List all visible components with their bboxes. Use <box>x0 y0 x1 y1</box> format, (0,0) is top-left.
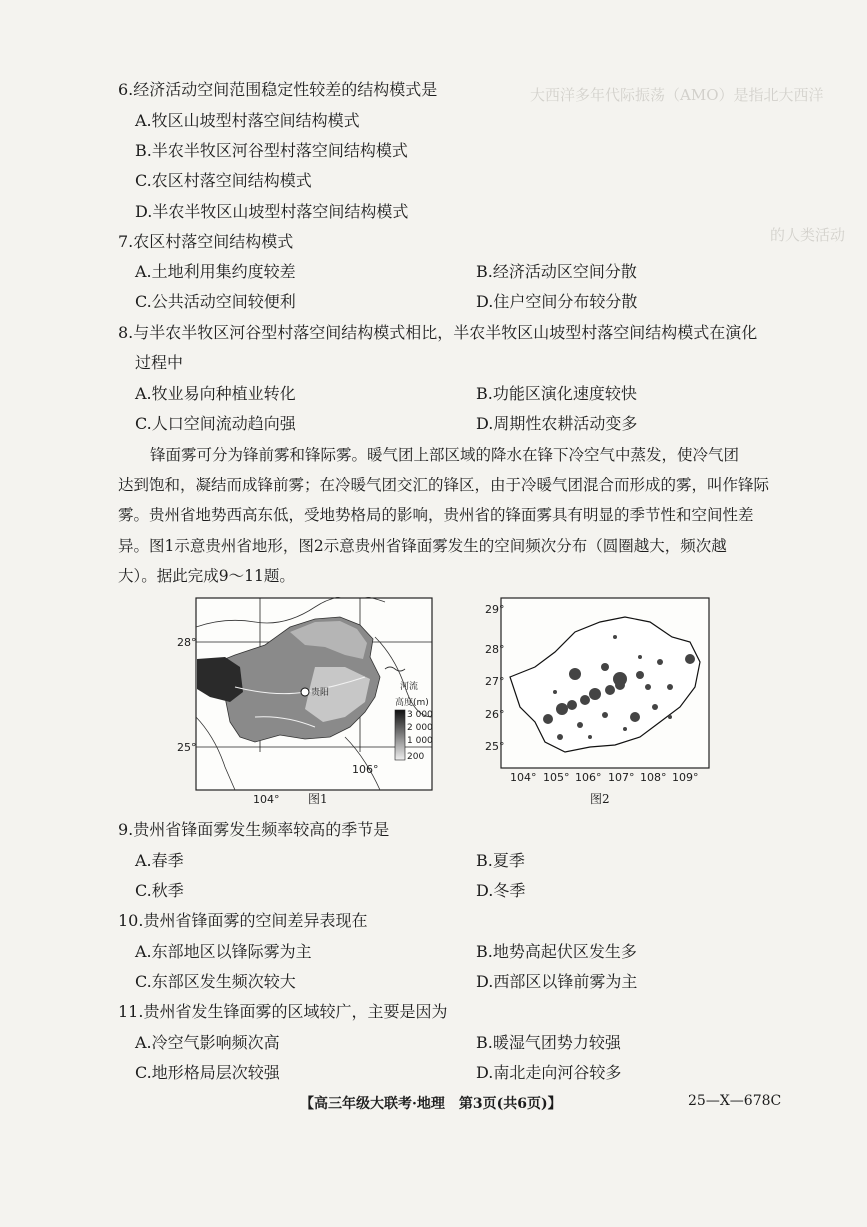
river-legend-label: 河流 <box>400 682 419 692</box>
fig2-lat-label: 27° <box>485 675 505 688</box>
fig2-lon-label: 107° <box>608 771 635 784</box>
question-6-stem: 6.经济活动空间范围稳定性较差的结构模式是 <box>118 80 438 99</box>
fog-point <box>685 654 695 664</box>
city-label: 贵阳 <box>311 688 330 698</box>
question-11-stem: 11.贵州省发生锋面雾的区域较广，主要是因为 <box>118 1002 448 1021</box>
fog-point <box>556 703 568 715</box>
figure-2-fog-frequency-map <box>500 597 710 769</box>
fig1-lon-label: 104° <box>253 793 280 806</box>
question-7-option-c[interactable]: C.公共活动空间较便利 <box>135 292 296 311</box>
question-7-stem: 7.农区村落空间结构模式 <box>118 232 294 251</box>
passage-line-5: 大）。据此完成9～11题。 <box>118 567 295 585</box>
fog-point <box>589 688 601 700</box>
question-9-option-d[interactable]: D.冬季 <box>476 881 526 900</box>
passage-line-2: 达到饱和，凝结而成锋前雾；在冷暖气团交汇的锋区，由于冷暖气团混合而形成的雾，叫作锋际 <box>118 476 770 494</box>
fog-point <box>601 663 609 671</box>
question-8-stem-line2: 过程中 <box>135 353 184 372</box>
fog-point <box>567 700 577 710</box>
question-8-option-d[interactable]: D.周期性农耕活动变多 <box>476 414 638 433</box>
fog-point <box>605 685 615 695</box>
elevation-legend-bar <box>395 710 405 760</box>
passage-line-3: 雾。贵州省地势西高东低，受地势格局的影响，贵州省的锋面雾具有明显的季节性和空间性差 <box>118 506 754 524</box>
question-10-option-b[interactable]: B.地势高起伏区发生多 <box>476 942 637 961</box>
fig2-lat-label: 29° <box>485 603 505 616</box>
question-10-option-d[interactable]: D.西部区以锋前雾为主 <box>476 972 638 991</box>
question-10-stem: 10.贵州省锋面雾的空间差异表现在 <box>118 911 368 930</box>
fog-point <box>613 635 617 639</box>
fog-point <box>569 668 581 680</box>
question-8-option-c[interactable]: C.人口空间流动趋向强 <box>135 414 296 433</box>
figure-1-caption: 图1 <box>308 792 328 806</box>
passage-line-1: 锋面雾可分为锋前雾和锋际雾。暖气团上部区域的降水在锋下冷空气中蒸发，使冷气团 <box>150 446 740 464</box>
fog-point <box>580 695 590 705</box>
elevation-legend-value: 200 <box>407 752 425 762</box>
question-7-option-a[interactable]: A.土地利用集约度较差 <box>135 262 296 281</box>
fig1-lat-label: 28° <box>177 636 197 649</box>
question-7-option-d[interactable]: D.住户空间分布较分散 <box>476 292 638 311</box>
fog-point <box>638 655 642 659</box>
question-8-option-a[interactable]: A.牧业易向种植业转化 <box>135 384 296 403</box>
bleed-through-text: 大西洋多年代际振荡（AMO）是指北大西洋 <box>530 86 824 104</box>
fog-point <box>630 712 640 722</box>
passage-line-4: 异。图1示意贵州省地形，图2示意贵州省锋面雾发生的空间频次分布（圆圈越大，频次越 <box>118 537 727 555</box>
elevation-legend-title: 高度(m) <box>395 698 429 708</box>
fog-point <box>588 735 592 739</box>
question-11-option-c[interactable]: C.地形格局层次较强 <box>135 1063 280 1082</box>
question-10-option-a[interactable]: A.东部地区以锋际雾为主 <box>135 942 312 961</box>
figure-2-caption: 图2 <box>590 792 610 806</box>
question-9-option-b[interactable]: B.夏季 <box>476 851 525 870</box>
fig1-lon-label: 106° <box>352 763 379 776</box>
question-9-option-c[interactable]: C.秋季 <box>135 881 184 900</box>
fog-point <box>543 714 553 724</box>
fog-point <box>623 727 627 731</box>
fog-point <box>557 734 563 740</box>
question-6-option-b[interactable]: B.半农半牧区河谷型村落空间结构模式 <box>135 141 408 160</box>
question-9-stem: 9.贵州省锋面雾发生频率较高的季节是 <box>118 820 390 839</box>
fog-point <box>668 715 672 719</box>
fig2-lon-label: 105° <box>543 771 570 784</box>
fig2-lon-label: 108° <box>640 771 667 784</box>
fig2-lon-label: 104° <box>510 771 537 784</box>
fig2-lon-label: 106° <box>575 771 602 784</box>
fig2-lat-label: 28° <box>485 643 505 656</box>
question-8-stem-line1: 8.与半农半牧区河谷型村落空间结构模式相比，半农半牧区山坡型村落空间结构模式在演化 <box>118 323 758 342</box>
question-6-option-a[interactable]: A.牧区山坡型村落空间结构模式 <box>135 111 360 130</box>
question-9-option-a[interactable]: A.春季 <box>135 851 184 870</box>
fig2-lat-label: 25° <box>485 740 505 753</box>
page-footer-title: 【高三年级大联考·地理 第3页(共6页)】 <box>300 1096 562 1112</box>
question-6-option-d[interactable]: D.半农半牧区山坡型村落空间结构模式 <box>135 202 409 221</box>
question-11-option-a[interactable]: A.冷空气影响频次高 <box>135 1033 280 1052</box>
elevation-legend-value: 3 000 <box>407 710 433 720</box>
fog-point <box>553 690 557 694</box>
question-7-option-b[interactable]: B.经济活动区空间分散 <box>476 262 637 281</box>
question-10-option-c[interactable]: C.东部区发生频次较大 <box>135 972 296 991</box>
fog-point <box>667 684 673 690</box>
fog-point <box>645 684 651 690</box>
figure-1-terrain-map <box>195 597 433 792</box>
fog-point <box>577 722 583 728</box>
fog-point <box>657 659 663 665</box>
fog-point <box>613 672 627 686</box>
question-8-option-b[interactable]: B.功能区演化速度较快 <box>476 384 637 403</box>
fog-point <box>636 671 644 679</box>
elevation-legend-value: 2 000 <box>407 723 433 733</box>
guiyang-city-marker <box>301 688 309 696</box>
question-11-option-d[interactable]: D.南北走向河谷较多 <box>476 1063 622 1082</box>
fig2-lat-label: 26° <box>485 708 505 721</box>
question-6-option-c[interactable]: C.农区村落空间结构模式 <box>135 171 312 190</box>
fog-point <box>652 704 658 710</box>
question-11-option-b[interactable]: B.暖湿气团势力较强 <box>476 1033 621 1052</box>
fig1-lat-label: 25° <box>177 741 197 754</box>
bleed-through-text: 的人类活动 <box>770 226 846 244</box>
elevation-legend-value: 1 000 <box>407 736 433 746</box>
fog-point <box>602 712 608 718</box>
page-footer-code: 25—X—678C <box>688 1093 782 1109</box>
fig2-lon-label: 109° <box>672 771 699 784</box>
